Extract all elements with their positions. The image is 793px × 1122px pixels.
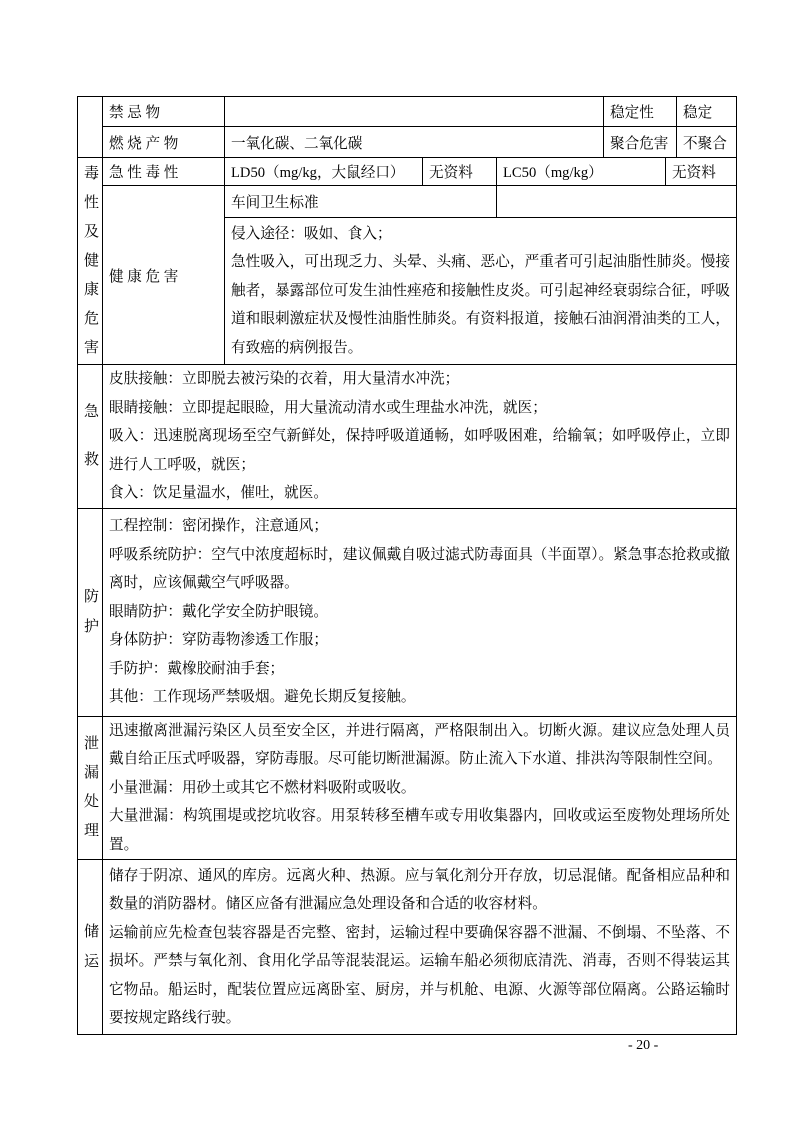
first-aid-inhalation: 吸入：迅速脱离现场至空气新鲜处，保持呼吸道通畅，如呼吸困难，给输氧；如呼吸停止，立即进行人工呼吸，就医； [109,428,731,473]
first-aid-text-cell [103,365,737,509]
stability-value: 稳定 [677,97,737,127]
leak-text-cell [103,716,737,860]
leak-small-spill: 小量泄漏：用砂土或其它不燃材料吸附或吸收。 [109,779,416,796]
polymerization-hazard-label: 聚合危害 [604,127,677,158]
page-number: - 20 - [628,1038,659,1053]
transport-requirements: 运输前应先检查包装容器是否完整、密封，运输过程中要确保容器不泄漏、不倒塌、不坠落、不损坏。严禁与氧化剂、食用化学品等混装混运。运输车船必须彻底清洗、消毒，否则不得装运其它物品。船运时，配装位置应远离卧室、厨房，并与机舱、电源、火源等部位隔离。公路运输时要按规定路线行驶。 [109,924,731,1026]
protection-hand: 手防护：戴橡胶耐油手套； [109,660,285,677]
protection-eye: 眼睛防护：戴化学安全防护眼镜。 [109,603,328,620]
storage-text-cell [103,860,737,1035]
health-hazard-text-cell [225,218,737,365]
leak-large-spill: 大量泄漏：构筑围堤或挖坑收容。用泵转移至槽车或专用收集器内，回收或运至废物处理场所处置。 [109,808,731,853]
leak-section-label: 泄漏处理 [78,716,103,860]
combustion-products-value: 一氧化碳、二氧化碳 [225,127,604,158]
combustion-products-label: 燃 烧 产 物 [103,127,225,158]
incompatibility-label: 禁 忌 物 [103,97,225,127]
ld50-label: LD50（mg/kg，大鼠经口） [225,158,423,186]
protection-text-cell [103,508,737,716]
stability-label: 稳定性 [604,97,677,127]
continuation-spacer-cell [78,97,103,158]
polymerization-hazard-value: 不聚合 [677,127,737,158]
protection-body: 身体防护：穿防毒物渗透工作服； [109,632,328,649]
first-aid-eye-contact: 眼睛接触：立即提起眼睑，用大量流动清水或生理盐水冲洗，就医； [109,399,547,416]
lc50-value: 无资料 [666,158,737,186]
first-aid-skin-contact: 皮肤接触：立即脱去被污染的衣着，用大量清水冲洗； [109,371,460,387]
workshop-hygiene-standard-label: 车间卫生标准 [225,186,497,218]
protection-section-label: 防护 [78,508,103,716]
protection-engineering: 工程控制：密闭操作，注意通风； [109,518,328,535]
acute-toxicity-label: 急 性 毒 性 [103,158,225,186]
incompatibility-value [225,97,604,127]
first-aid-ingestion: 食入：饮足量温水，催吐，就医。 [109,485,328,501]
first-aid-section-label: 急救 [78,365,103,509]
protection-other: 其他：工作现场严禁吸烟。避免长期反复接触。 [109,689,416,706]
lc50-label: LC50（mg/kg） [497,158,666,186]
leak-general-measures: 迅速撤离泄漏污染区人员至安全区，并进行隔离，严格限制出入。切断火源。建议应急处理人员戴自给正压式呼吸器，穿防毒服。尽可能切断泄漏源。防止流入下水道、排洪沟等限制性空间。 [109,722,731,767]
storage-section-label: 储运 [78,860,103,1035]
health-hazard-label: 健 康 危 害 [103,186,225,365]
ld50-value: 无资料 [423,158,497,186]
protection-respiratory: 呼吸系统防护：空气中浓度超标时，建议佩戴自吸过滤式防毒面具（半面罩）。紧急事态抢救或撤离时，应该佩戴空气呼吸器。 [109,546,731,592]
workshop-hygiene-standard-value [497,186,737,218]
toxicity-section-label: 毒性及健康危害 [78,158,103,365]
health-hazard-routes-line: 侵入途径：吸如、食入； [231,225,392,242]
health-hazard-description: 急性吸入，可出现乏力、头晕、头痛、恶心，严重者可引起油脂性肺炎。慢接触者，暴露部位可发生油性痤疮和接触性皮炎。可引起神经衰弱综合征，呼吸道和眼刺激症状及慢性油脂性肺炎。有资料报道，接触石油润滑油类的工人，有致癌的病例报告。 [231,254,731,356]
msds-table [77,96,737,1035]
storage-conditions: 储存于阴凉、通风的库房。远离火种、热源。应与氧化剂分开存放，切忌混储。配备相应品种和数量的消防器材。储区应备有泄漏应急处理设备和合适的收容材料。 [109,867,731,912]
